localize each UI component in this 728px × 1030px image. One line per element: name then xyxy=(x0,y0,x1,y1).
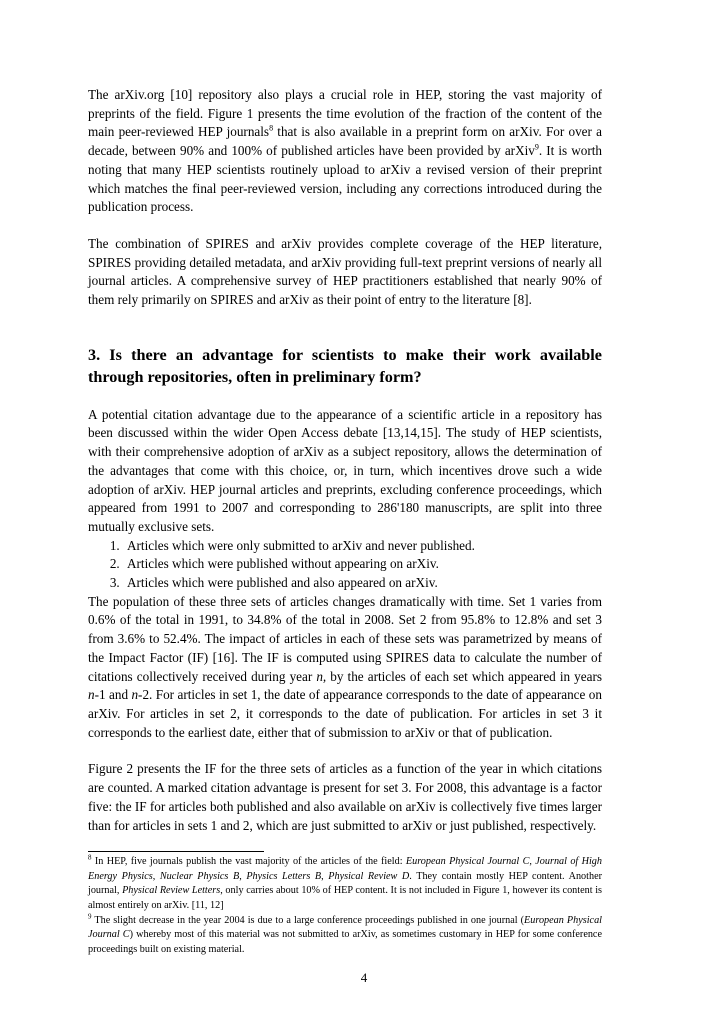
text-run: . They contain mostly HEP content. Another journal, xyxy=(88,870,602,897)
section-heading: 3. Is there an advantage for scientists to make their work available through repositories, often in preliminary form? xyxy=(88,345,602,386)
text-run: , xyxy=(321,870,329,882)
list-item: 2. Articles which were published without appearing on arXiv. xyxy=(123,555,602,574)
text-run: by the articles of each set which appeared in years xyxy=(326,668,602,684)
list-item: 1. Articles which were only submitted to arXiv and never published. xyxy=(123,537,602,556)
italic-n: n xyxy=(88,687,95,703)
paragraph-figure2: Figure 2 presents the IF for the three sets of articles as a function of the year in which citations are counted. A marked citation advantage is present for set 3. For 2008, this advantage is a factor five: the IF for articles both published and also available on arXiv is collectively five times larger than for articles in sets 1 and 2, which are just submitted to arXiv or just published, respectively. xyxy=(88,761,602,833)
page-body xyxy=(88,86,602,957)
page-number: 4 xyxy=(360,970,368,985)
paragraph-arxiv-role xyxy=(88,86,602,217)
journal-name: Journal of High Energy Physics xyxy=(88,856,602,882)
text-run: -1 and xyxy=(94,687,132,703)
text-run: that is also available in a preprint form on arXiv. For over a decade, between 90% and 100% of published articles have been provided by arXiv xyxy=(88,124,602,159)
list-item: 3. Articles which were published and also appeared on arXiv. xyxy=(123,574,602,593)
text-run: ) whereby most of this material was not submitted to arXiv, as sometimes customary in HEP for some conference proceedings built on existing material. xyxy=(88,929,602,955)
text-run: , xyxy=(529,856,536,868)
text-run: , only carries about 10% of HEP content. It is not included in Figure 1, however its content is almost entirely on arXiv. [11, 12] xyxy=(88,885,603,911)
paragraph-citation-advantage: A potential citation advantage due to the appearance of a scientific article in a repository has been discussed within the wider Open Access debate [13,14,15]. The study of HEP scientists, with their comprehensive adoption of arXiv as a subject repository, allows the determination of the advantages that come with this choice, or, in turn, which incentives drove such a wide adoption of arXiv. HEP journal articles and preprints, excluding conference proceedings, which appeared from 1991 to 2007 and corresponding to 286'180 manuscripts, are split into three mutually exclusive sets. xyxy=(88,406,602,534)
journal-name: Nuclear Physics B xyxy=(159,870,240,882)
italic-n: n, xyxy=(316,668,327,684)
text-run: The arXiv.org [10] repository also plays a crucial role in HEP, storing the vast majority of preprints of the field. Figure 1 presents the time evolution of the fraction of the content of the main peer-reviewed HEP journals xyxy=(88,87,602,140)
text-run: -2. For articles in set 1, the date of appearance corresponds to the date of appearance on arXiv. For articles in set 2, it corresponds to the date of publication. For articles in set 3 it corresponds to the earliest date, either that of submission to arXiv or that of publication. xyxy=(88,687,602,740)
journal-name: Physics Letters B xyxy=(246,870,322,882)
journal-name: European Physical Journal C xyxy=(88,914,602,941)
text-run: The slight decrease in the year 2004 is due to a large conference proceedings published in one journal ( xyxy=(91,914,525,926)
text-run: , xyxy=(152,870,160,882)
footnote-divider xyxy=(88,851,264,852)
footnote-ref-8: 8 xyxy=(269,124,274,134)
paragraph-population xyxy=(88,593,602,743)
text-run: , xyxy=(239,870,247,882)
text-run: In HEP, five journals publish the vast majority of the articles of the field: xyxy=(91,856,406,868)
footnote-mark: 8 xyxy=(88,853,92,862)
paragraph-spires-arxiv: The combination of SPIRES and arXiv provides complete coverage of the HEP literature, SPIRES providing detailed metadata, and arXiv providing full-text preprint versions of nearly all journal articles. A comprehensive survey of HEP practitioners established that nearly 90% of them rely primarily on SPIRES and arXiv as their point of entry to the literature [8]. xyxy=(88,235,602,308)
italic-n: n xyxy=(131,687,139,703)
footnote-mark: 9 xyxy=(88,912,92,921)
footnote-8 xyxy=(88,855,602,913)
journal-name: Physical Review D xyxy=(328,870,410,882)
text-run: . It is worth noting that many HEP scientists routinely upload to arXiv a revised version of their preprint which matches the final peer-reviewed version, including any corrections introduced during the publication process. xyxy=(88,143,602,215)
footnote-9 xyxy=(88,914,602,958)
journal-name: Physical Review Letters xyxy=(122,885,221,897)
journal-name: European Physical Journal C xyxy=(405,856,530,868)
footnote-ref-9: 9 xyxy=(534,142,539,152)
article-sets-list xyxy=(88,537,602,593)
text-run: The population of these three sets of articles changes dramatically with time. Set 1 varies from 0.6% of the total in 1991, to 34.8% of the total in 2008. Set 2 from 95.8% to 12.8% and set 3 from 3.6% to 52.4%. The impact of articles in each of these sets was parametrized by means of the Impact Factor (IF) [16]. The IF is computed using SPIRES data to calculate the number of citations collectively received during year xyxy=(88,593,602,684)
